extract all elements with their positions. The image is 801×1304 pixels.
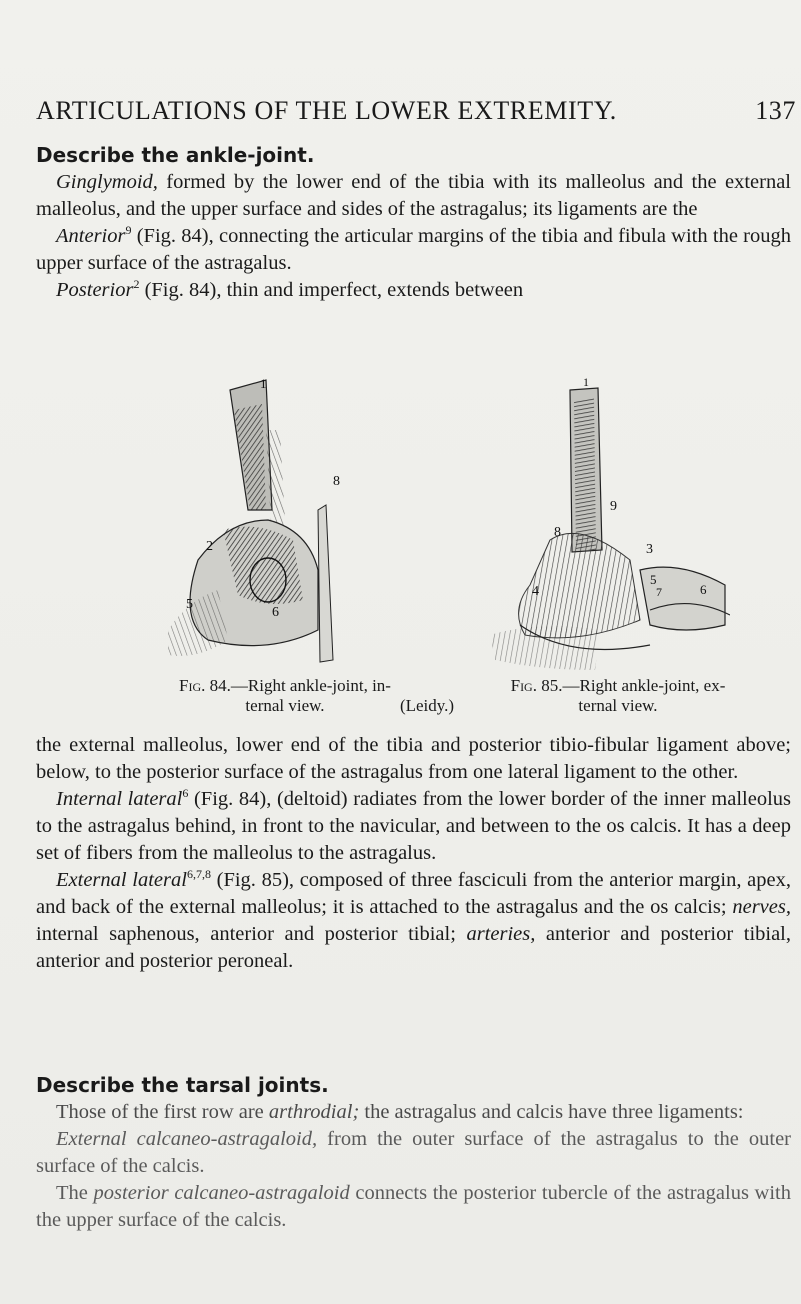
- label-9: 9: [610, 499, 617, 514]
- paragraph: the external malleolus, lower end of the tibia and posterior tibio-fibular ligament above; below, to the posterior surface of the astragalus from one lateral ligament to the other.: [36, 734, 791, 783]
- page-number: 137: [755, 96, 796, 125]
- label-8: 8: [333, 474, 340, 489]
- label-6: 6: [272, 605, 279, 620]
- paragraph: Those of the first row are arthrodial; the astragalus and calcis have three ligaments:: [56, 1101, 744, 1123]
- figure-label: Fig. 85.: [510, 676, 563, 695]
- figure-85-caption: Fig. 85.—Right ankle-joint, ex- ternal view.: [510, 676, 726, 715]
- term: External calcaneo-astragaloid,: [56, 1128, 318, 1150]
- label-8: 8: [554, 525, 561, 540]
- section-tarsal-joints: [36, 1072, 791, 1234]
- term: arteries,: [466, 923, 536, 945]
- label-1: 1: [583, 375, 589, 389]
- running-header: [36, 96, 796, 126]
- figure-reference: 6: [186, 867, 193, 881]
- term: External lateral: [56, 869, 187, 891]
- figure-85-illustration: [480, 370, 730, 670]
- term: arthrodial;: [268, 1101, 360, 1123]
- label-6: 6: [700, 582, 707, 597]
- figure-label: Fig. 84.: [179, 676, 231, 695]
- label-5: 5: [186, 597, 193, 612]
- paragraph: External lateral$^{6,7,8}$ (Fig. 85), composed of three fasciculi from the anterior margin, apex, and back of the external malleolus; it is attached to the astragalus and the os calcis; nerves, internal saphenous, anterior and posterior tibial; arteries, anterior and posterior tibial, anterior and posterior peroneal.: [36, 867, 792, 972]
- term: Ginglymoid,: [56, 171, 158, 193]
- term: Posterior: [56, 279, 134, 301]
- section-ankle-continuation: [36, 732, 791, 975]
- figure-reference: 9: [125, 223, 132, 237]
- term: posterior calcaneo-astragaloid: [93, 1182, 350, 1204]
- figure-84-caption: Fig. 84.—Right ankle-joint, in- ternal view.: [179, 676, 391, 715]
- label-1: 1: [260, 376, 267, 391]
- ankle-internal-view-engraving: [168, 370, 348, 670]
- ankle-external-view-engraving: [480, 370, 730, 670]
- paragraph: Posterior$^2$ (Fig. 84), thin and imperfect, extends between: [56, 277, 524, 301]
- paragraph: The posterior calcaneo-astragaloid connects the posterior tubercle of the astragalus with the upper surface of the calcis.: [36, 1182, 792, 1231]
- paragraph: Internal lateral$^6$ (Fig. 84), (deltoid) radiates from the lower border of the inner malleolus to the astragalus behind, in front to the navicular, and between to the os calcis. It has a deep set of fibers from the malleolus to the astragalus.: [36, 786, 791, 864]
- section-heading: Describe the tarsal joints.: [36, 1073, 329, 1097]
- running-title: ARTICULATIONS OF THE LOWER EXTREMITY.: [36, 96, 617, 125]
- label-2: 2: [206, 539, 213, 554]
- term: nerves,: [732, 896, 791, 918]
- paragraph: Anterior$^9$ (Fig. 84), connecting the articular margins of the tibia and fibula with the rough upper surface of the astragalus.: [36, 223, 791, 274]
- paragraph: External calcaneo-astragaloid, from the outer surface of the astragalus to the outer surface of the calcis.: [36, 1128, 791, 1177]
- section-ankle-joint: [36, 142, 791, 304]
- label-5: 5: [650, 572, 657, 587]
- label-7: 7: [656, 585, 662, 599]
- figure-credit: (Leidy.): [399, 696, 455, 715]
- figure-84-illustration: [168, 370, 348, 670]
- term: Internal lateral: [56, 788, 183, 810]
- term: Anterior: [56, 225, 126, 247]
- section-heading: Describe the ankle-joint.: [36, 143, 315, 167]
- paragraph: Ginglymoid, formed by the lower end of the tibia with its malleolus and the external malleolus, and the upper surface and sides of the astragalus; its ligaments are the: [36, 171, 791, 220]
- label-4: 4: [532, 584, 539, 599]
- label-3: 3: [646, 542, 653, 557]
- figure-reference: 6: [182, 786, 189, 800]
- figure-reference: 2: [133, 277, 140, 291]
